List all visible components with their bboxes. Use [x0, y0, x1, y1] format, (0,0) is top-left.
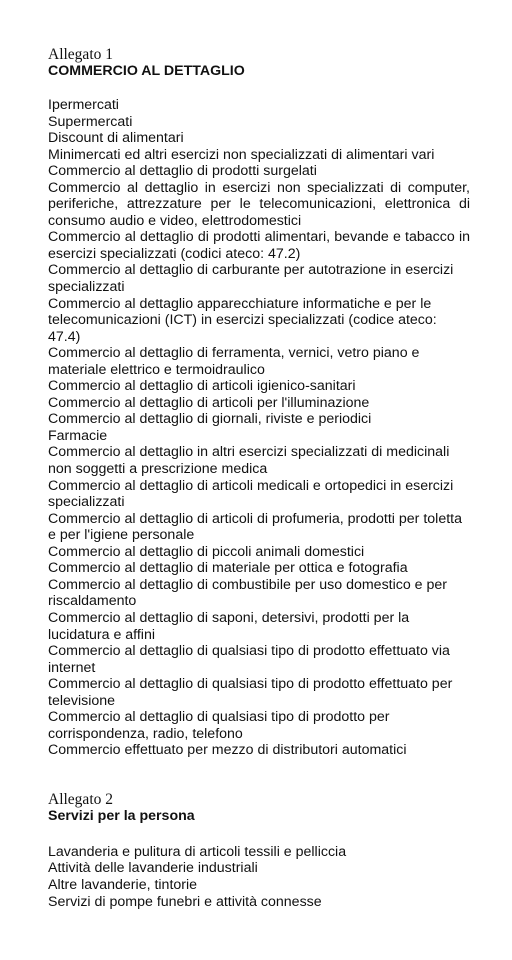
list-item: Commercio al dettaglio di articoli igienico-sanitari — [48, 378, 356, 395]
allegato-2-title: Servizi per la persona — [48, 807, 195, 824]
list-item: Commercio al dettaglio di saponi, detersivi, prodotti per la lucidatura e affini — [48, 609, 410, 643]
list-item: Discount di alimentari — [48, 130, 184, 147]
list-item: Ipermercati — [48, 97, 119, 113]
list-item: Altre lavanderie, tintorie — [48, 876, 198, 893]
list-item: Commercio al dettaglio di qualsiasi tipo di prodotto per corrispondenza, radio, telefono — [48, 709, 390, 742]
list-item: Commercio al dettaglio di combustibile per uso domestico e per riscaldamento — [48, 576, 448, 610]
list-item: Servizi di pompe funebri e attività connesse — [48, 893, 322, 910]
list-item: Commercio al dettaglio in esercizi non specializzati di computer, periferiche, attrezzature per le telecomunicazioni, elettronica di consumo audio e video, elettrodomestici — [48, 179, 470, 229]
list-item: Commercio al dettaglio di articoli medicali e ortopedici in esercizi specializzati — [48, 477, 454, 511]
list-item: Lavanderia e pulitura di articoli tessili e pelliccia — [48, 843, 347, 860]
list-item: Commercio al dettaglio apparecchiature informatiche e per le telecomunicazioni (ICT) in esercizi specializzati (codice ateco: 47.4) — [48, 295, 437, 345]
list-item: Commercio al dettaglio di prodotti surgelati — [48, 163, 317, 180]
list-item: Commercio al dettaglio di piccoli animali domestici — [48, 543, 365, 560]
allegato-2-section — [48, 791, 470, 910]
allegato-1-list — [48, 97, 470, 759]
allegato-1-section — [48, 46, 470, 759]
allegato-1-label: Allegato 1 — [48, 46, 113, 63]
allegato-2-list — [48, 844, 470, 910]
list-item: Farmacie — [48, 427, 108, 444]
list-item: Commercio effettuato per mezzo di distributori automatici — [48, 742, 407, 759]
list-item: Commercio al dettaglio di articoli per l'illuminazione — [48, 394, 370, 411]
list-item: Supermercati — [48, 113, 133, 130]
list-item: Commercio al dettaglio di giornali, riviste e periodici — [48, 411, 372, 428]
list-item: Commercio al dettaglio di articoli di profumeria, prodotti per toletta e per l'igiene personale — [48, 510, 462, 544]
list-item: Commercio al dettaglio di materiale per ottica e fotografia — [48, 560, 408, 577]
allegato-2-label: Allegato 2 — [48, 790, 113, 808]
list-item: Commercio al dettaglio di prodotti alimentari, bevande e tabacco in esercizi specializzati (codici ateco: 47.2) — [48, 229, 470, 262]
list-item: Minimercati ed altri esercizi non specializzati di alimentari vari — [48, 146, 435, 163]
list-item: Commercio al dettaglio di ferramenta, vernici, vetro piano e materiale elettrico e termoidraulico — [48, 345, 420, 378]
document-page — [48, 46, 470, 910]
list-item: Commercio al dettaglio di qualsiasi tipo di prodotto effettuato via internet — [48, 643, 450, 676]
list-item: Commercio al dettaglio in altri esercizi specializzati di medicinali non soggetti a prescrizione medica — [48, 444, 450, 478]
list-item: Commercio al dettaglio di carburante per autotrazione in esercizi specializzati — [48, 262, 454, 296]
allegato-1-title: COMMERCIO AL DETTAGLIO — [48, 63, 245, 79]
list-item: Attività delle lavanderie industriali — [48, 860, 258, 877]
list-item: Commercio al dettaglio di qualsiasi tipo di prodotto effettuato per televisione — [48, 676, 453, 709]
